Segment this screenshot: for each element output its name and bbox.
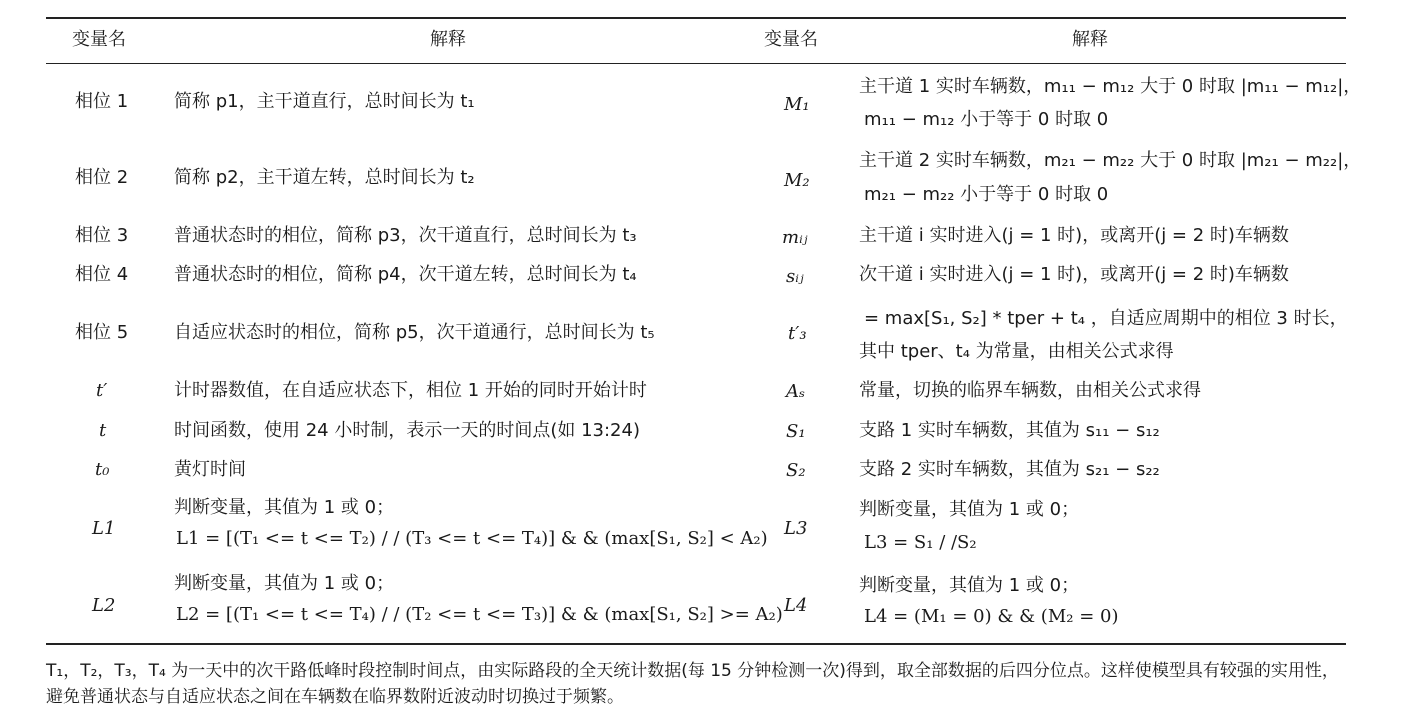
right-row-6-explanation: 常量，切换的临界车辆数，由相关公式求得 bbox=[859, 380, 1201, 401]
left-row-7-variable: t bbox=[99, 420, 107, 441]
right-row-1-variable: M₁ bbox=[784, 94, 810, 115]
header-rule bbox=[46, 63, 1346, 64]
left-row-10-variable: L2 bbox=[92, 595, 116, 616]
header-variable-right: 变量名 bbox=[764, 29, 818, 50]
right-row-2-explanation-line2: m₂₁ − m₂₂ 小于等于 0 时取 0 bbox=[864, 184, 1109, 205]
right-row-7-variable: S₁ bbox=[786, 421, 806, 442]
left-row-4-explanation: 普通状态时的相位，简称 p4，次干道左转，总时间长为 t₄ bbox=[174, 264, 637, 285]
table-footnote: T₁，T₂，T₃，T₄ 为一天中的次干路低峰时段控制时间点，由实际路段的全天统计数据(每 15 分钟检测一次)得到，取全部数据的后四分位点。这样使模型具有较强的实用性，避免普通状态与自适应状态之间在车辆数在临界数附近波动时切换过于频繁。 bbox=[46, 661, 1339, 707]
left-row-8-explanation: 黄灯时间 bbox=[174, 459, 246, 480]
left-row-5-variable: 相位 5 bbox=[75, 322, 129, 343]
right-row-6-variable: Aₛ bbox=[786, 381, 806, 402]
right-row-10-explanation: 判断变量，其值为 1 或 0； bbox=[859, 575, 1080, 596]
left-row-3-explanation: 普通状态时的相位，简称 p3，次干道直行，总时间长为 t₃ bbox=[174, 225, 637, 246]
right-row-7-explanation: 支路 1 实时车辆数，其值为 s₁₁ − s₁₂ bbox=[859, 420, 1160, 441]
right-row-8-variable: S₂ bbox=[786, 460, 806, 481]
right-row-2-explanation: 主干道 2 实时车辆数，m₂₁ − m₂₂ 大于 0 时取 |m₂₁ − m₂₂|， bbox=[859, 150, 1362, 171]
left-row-3-variable: 相位 3 bbox=[75, 225, 129, 246]
header-variable-left: 变量名 bbox=[72, 29, 126, 50]
right-row-9-explanation: 判断变量，其值为 1 或 0； bbox=[859, 499, 1080, 520]
left-row-6-explanation: 计时器数值，在自适应状态下，相位 1 开始的同时开始计时 bbox=[174, 380, 647, 401]
right-row-8-explanation: 支路 2 实时车辆数，其值为 s₂₁ − s₂₂ bbox=[859, 459, 1160, 480]
left-row-7-explanation: 时间函数，使用 24 小时制，表示一天的时间点(如 13:24) bbox=[174, 420, 640, 441]
right-row-10-formula: L4 = (M₁ = 0) & & (M₂ = 0) bbox=[864, 606, 1119, 627]
left-row-8-variable: t₀ bbox=[95, 459, 110, 480]
right-row-5-variable: t′₃ bbox=[788, 323, 807, 344]
left-row-5-explanation: 自适应状态时的相位，简称 p5，次干道通行，总时间长为 t₅ bbox=[174, 322, 655, 343]
top-rule bbox=[46, 17, 1346, 19]
left-row-2-variable: 相位 2 bbox=[75, 167, 129, 188]
right-row-4-explanation: 次干道 i 实时进入(j = 1 时)，或离开(j = 2 时)车辆数 bbox=[859, 264, 1289, 285]
header-explanation-right: 解释 bbox=[1072, 29, 1108, 50]
right-row-9-formula: L3 = S₁ / /S₂ bbox=[864, 532, 977, 553]
header-explanation-left: 解释 bbox=[430, 29, 466, 50]
left-row-2-explanation: 简称 p2，主干道左转，总时间长为 t₂ bbox=[174, 167, 475, 188]
left-row-10-formula: L2 = [(T₁ <= t <= T₄) / / (T₂ <= t <= T₃)] & & (max[S₁, S₂] >= A₂) bbox=[176, 604, 783, 625]
right-row-5-explanation-line2: 其中 tper、t₄ 为常量，由相关公式求得 bbox=[859, 341, 1174, 362]
left-row-4-variable: 相位 4 bbox=[75, 264, 129, 285]
right-row-4-variable: sᵢⱼ bbox=[786, 266, 804, 287]
right-row-1-explanation-line2: m₁₁ − m₁₂ 小于等于 0 时取 0 bbox=[864, 109, 1109, 130]
left-row-6-variable: t′ bbox=[96, 380, 108, 401]
left-row-10-explanation: 判断变量，其值为 1 或 0； bbox=[174, 573, 395, 594]
right-row-3-variable: mᵢⱼ bbox=[782, 227, 808, 248]
left-row-1-explanation: 简称 p1，主干道直行，总时间长为 t₁ bbox=[174, 91, 475, 112]
right-row-2-variable: M₂ bbox=[784, 170, 810, 191]
left-row-9-variable: L1 bbox=[92, 518, 116, 539]
right-row-1-explanation: 主干道 1 实时车辆数，m₁₁ − m₁₂ 大于 0 时取 |m₁₁ − m₁₂|， bbox=[859, 76, 1362, 97]
left-row-9-formula: L1 = [(T₁ <= t <= T₂) / / (T₃ <= t <= T₄)] & & (max[S₁, S₂] < A₂) bbox=[176, 528, 768, 549]
right-row-5-explanation: = max[S₁, S₂] * tper + t₄ ，自适应周期中的相位 3 时长， bbox=[864, 308, 1348, 329]
bottom-rule bbox=[46, 643, 1346, 645]
right-row-9-variable: L3 bbox=[784, 518, 808, 539]
right-row-10-variable: L4 bbox=[784, 595, 808, 616]
left-row-1-variable: 相位 1 bbox=[75, 91, 129, 112]
right-row-3-explanation: 主干道 i 实时进入(j = 1 时)，或离开(j = 2 时)车辆数 bbox=[859, 225, 1289, 246]
left-row-9-explanation: 判断变量，其值为 1 或 0； bbox=[174, 497, 395, 518]
